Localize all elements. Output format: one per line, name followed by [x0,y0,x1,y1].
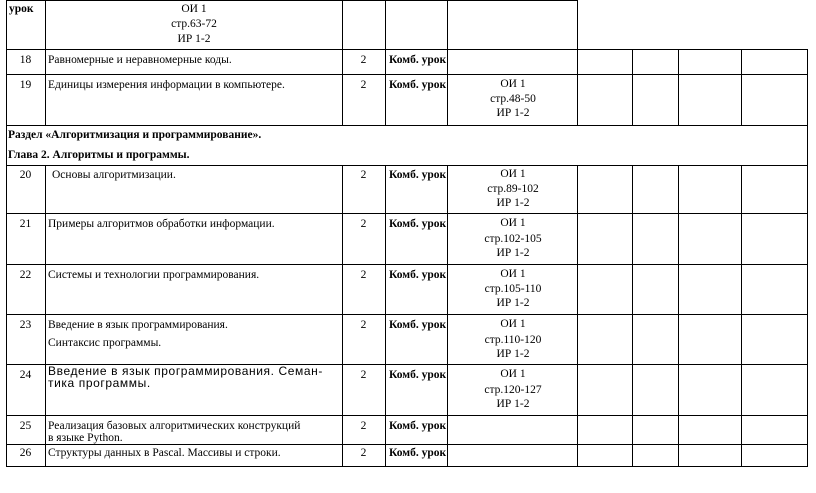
ref-line: стр.63-72 [171,18,217,30]
lesson-plan-table [6,0,808,493]
row-divider [6,125,808,126]
table-border-left [6,0,7,467]
lesson-hours: 2 [360,269,367,281]
ref-line: ОИ 1 [500,78,526,90]
row-divider [6,165,808,166]
lesson-topic-line2: в языке Python. [48,432,123,444]
ref-line: ИР 1-2 [496,348,530,360]
row-divider [6,444,808,445]
lesson-number: 22 [19,269,32,281]
row-divider [6,213,808,214]
row-divider [6,415,808,416]
ref-line: стр.105-110 [484,283,542,295]
col-divider [385,0,386,125]
lesson-topic-line2: тика программы. [48,376,151,390]
col-divider [45,165,46,466]
row-divider [6,49,808,50]
lesson-hours: 2 [360,369,367,381]
lesson-topic: Равномерные и неравномерные коды. [48,54,232,66]
col-divider [678,165,679,466]
ref-line: ОИ 1 [500,268,526,280]
lesson-topic: Основы алгоритмизации. [52,169,176,181]
lesson-number: 23 [19,319,32,331]
ref-line: ИР 1-2 [496,197,530,209]
lesson-topic-line2: Синтаксис программы. [48,337,162,349]
ref-line: ИР 1-2 [496,297,530,309]
ref-line: ОИ 1 [500,318,526,330]
row-divider [6,314,808,315]
lesson-type: Комб. урок [389,218,447,230]
lesson-number: 18 [19,54,32,66]
col-divider [678,49,679,125]
lesson-hours: 2 [360,319,367,331]
col-divider [632,49,633,125]
col-divider [632,165,633,466]
lesson-topic: Реализация базовых алгоритмических конструкций [48,420,301,432]
lesson-topic: Структуры данных в Pascal. Массивы и строки. [48,447,281,459]
lesson-topic: Введение в язык программирования. Семан- [48,364,324,378]
lesson-hours: 2 [360,420,367,432]
lesson-number: 25 [19,420,32,432]
lesson-hours: 2 [360,79,367,91]
table-border-top [6,0,578,1]
col-divider [741,49,742,125]
lesson-type: Комб. урок [389,420,447,432]
ref-line: ОИ 1 [500,168,526,180]
lesson-number: 19 [19,79,32,91]
lesson-type: Комб. урок [389,269,447,281]
table-border-bottom [6,466,808,467]
lesson-hours: 2 [360,54,367,66]
col-divider [741,165,742,466]
lesson-type: Комб. урок [389,54,447,66]
lesson-topic: Единицы измерения информации в компьютере. [48,79,285,91]
ref-line: стр.48-50 [490,93,536,105]
lesson-topic: Примеры алгоритмов обработки информации. [48,218,275,230]
lesson-type: Комб. урок [389,169,447,181]
col-divider [577,165,578,466]
ref-line: ОИ 1 [500,368,526,380]
ref-line: ИР 1-2 [496,247,530,259]
lesson-topic: Введение в язык программирования. [48,319,228,331]
ref-line: ИР 1-2 [177,33,211,45]
lesson-type: Комб. урок [389,447,447,459]
ref-line: стр.102-105 [484,233,542,245]
table-border-right [807,49,808,467]
ref-line: ИР 1-2 [496,107,530,119]
ref-line: ИР 1-2 [496,398,530,410]
column-label: урок [9,3,34,15]
lesson-type: Комб. урок [389,319,447,331]
ref-line: стр.120-127 [484,384,542,396]
lesson-number: 24 [19,369,32,381]
lesson-hours: 2 [360,447,367,459]
col-divider [385,165,386,466]
lesson-type: Комб. урок [389,369,447,381]
ref-line: ОИ 1 [181,3,207,15]
ref-line: стр.89-102 [487,183,539,195]
lesson-number: 20 [19,169,32,181]
lesson-hours: 2 [360,169,367,181]
row-divider [6,264,808,265]
lesson-topic: Системы и технологии программирования. [48,269,260,281]
ref-line: ОИ 1 [500,217,526,229]
lesson-number: 26 [19,447,32,459]
section-title: Раздел «Алгоритмизация и программирование». [8,129,262,141]
ref-line: стр.110-120 [484,334,542,346]
col-divider [447,165,448,466]
row-divider [6,74,808,75]
chapter-title: Глава 2. Алгоритмы и программы. [8,149,190,161]
lesson-number: 21 [19,218,32,230]
lesson-hours: 2 [360,218,367,230]
lesson-type: Комб. урок [389,79,447,91]
